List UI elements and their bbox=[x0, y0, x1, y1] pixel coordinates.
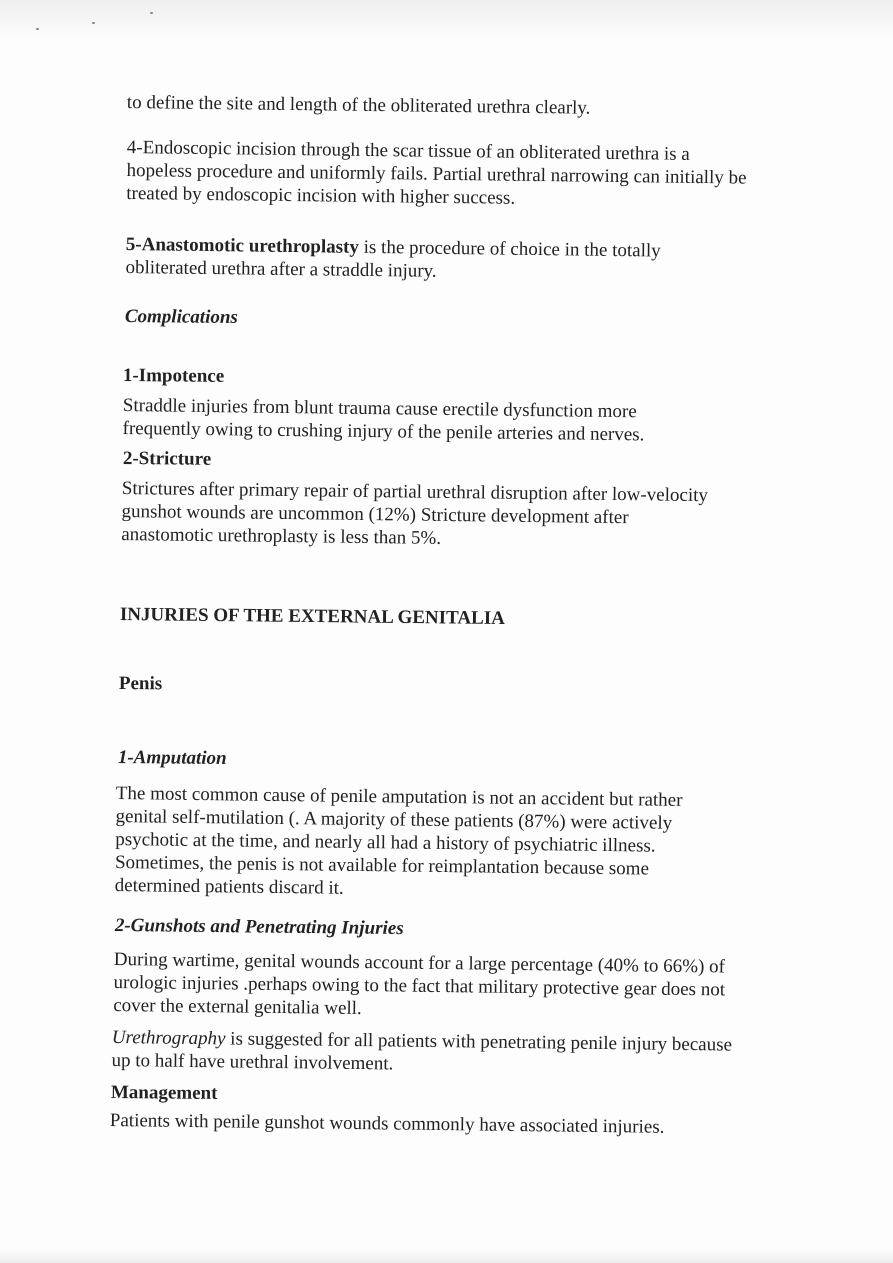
section-heading: INJURIES OF THE EXTERNAL GENITALIA bbox=[119, 603, 505, 630]
paragraph-impotence bbox=[122, 394, 713, 447]
paragraph-text: 4-Endoscopic incision through the scar tissue of an obliterated urethra is a hopeless procedure and uniformly fails. Partial urethral narrowing can initially be treated by endoscopic incision with higher success. bbox=[126, 136, 747, 209]
paragraph-endoscopic-incision bbox=[126, 136, 755, 213]
paragraph-urethrography bbox=[111, 1026, 737, 1080]
paragraph-management bbox=[110, 1109, 750, 1140]
scan-speck bbox=[150, 12, 153, 14]
scan-shadow-top bbox=[0, 0, 893, 40]
paragraph-anastomotic bbox=[125, 233, 726, 286]
gunshots-heading: 2-Gunshots and Penetrating Injuries bbox=[114, 914, 404, 940]
bold-term: 5-Anastomotic urethroplasty bbox=[125, 233, 360, 258]
paragraph-text: During wartime, genital wounds account for a large percentage (40% to 66%) of urologic injuries .perhaps owing to the fact that military protective gear does not cover the external genitalia well. bbox=[113, 948, 726, 1020]
paragraph-text: Patients with penile gunshot wounds commonly have associated injuries. bbox=[109, 1109, 665, 1138]
amputation-heading: 1-Amputation bbox=[117, 746, 227, 769]
paragraph-text: Strictures after primary repair of partial urethral disruption after low-velocity gunshot wounds are uncommon (12%) Stricture development after anastomotic urethroplasty is less than 5%. bbox=[121, 477, 709, 549]
impotence-heading: 1-Impotence bbox=[122, 364, 225, 387]
paragraph-text: The most common cause of penile amputation is not an accident but rather genital self-mutilation (. A majority of these patients (87%) were actively psychotic at the time, and nearly all had a history of psychiatric illness. Sometimes, the penis is not available for reimplantation because some determined patients discard it. bbox=[114, 782, 683, 899]
complications-heading: Complications bbox=[124, 305, 238, 328]
paragraph-text bbox=[125, 233, 726, 286]
paragraph-text: to define the site and length of the obliterated urethra clearly. bbox=[126, 91, 591, 119]
paragraph-site-length bbox=[127, 91, 747, 122]
paragraph-rest: is suggested for all patients with penetrating penile injury because up to half have urethral involvement. bbox=[111, 1028, 733, 1075]
scan-speck bbox=[92, 22, 95, 24]
scan-speck bbox=[36, 28, 39, 30]
paragraph-amputation bbox=[115, 782, 728, 904]
paragraph-gunshots bbox=[113, 948, 726, 1024]
scan-shadow-bottom bbox=[0, 1249, 893, 1263]
paragraph-rest: is the procedure of choice in the totally obliterated urethra after a straddle injury. bbox=[125, 236, 661, 282]
paragraph-text: Straddle injuries from blunt trauma cause erectile dysfunction more frequently owing to crushing injury of the penile arteries and nerves. bbox=[122, 394, 645, 446]
paragraph-stricture bbox=[121, 477, 722, 553]
italic-term: Urethrography bbox=[111, 1026, 226, 1050]
paragraph-text bbox=[111, 1026, 737, 1080]
management-heading: Management bbox=[110, 1082, 218, 1104]
penis-heading: Penis bbox=[118, 673, 163, 695]
stricture-heading: 2-Stricture bbox=[122, 447, 212, 470]
